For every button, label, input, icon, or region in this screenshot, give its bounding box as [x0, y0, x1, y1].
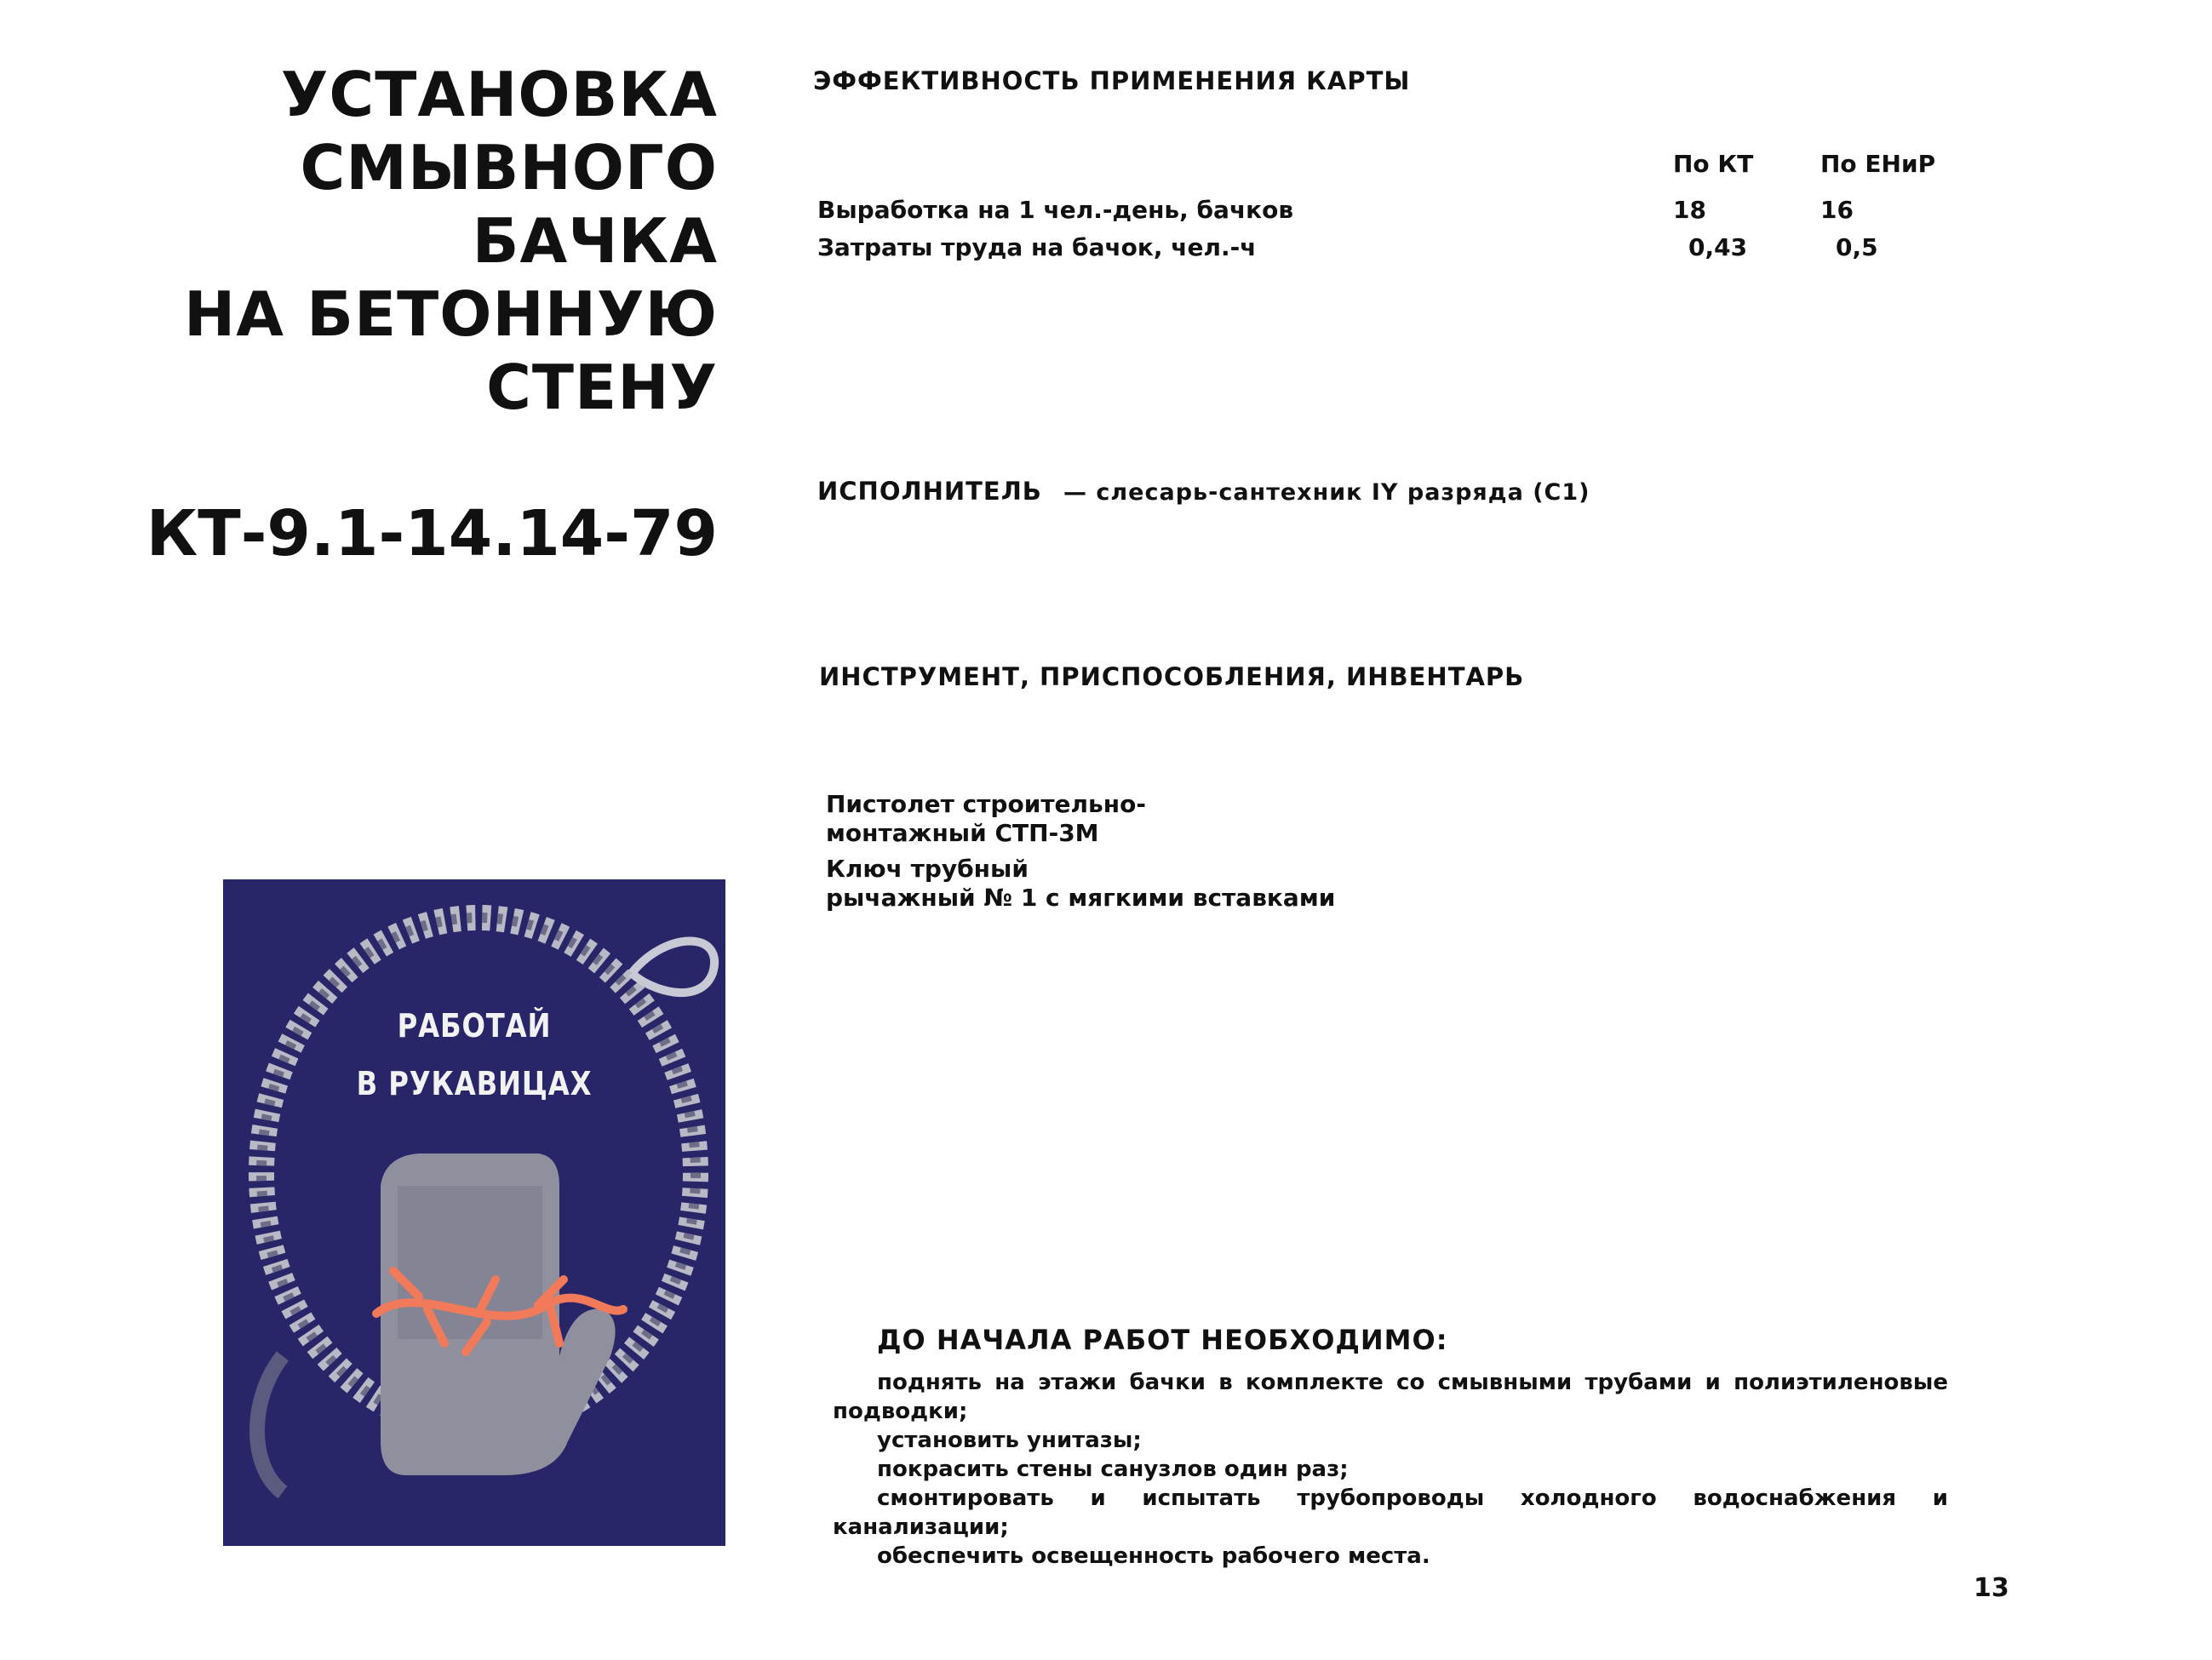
page-number: 13 — [1974, 1573, 2009, 1603]
list-item: Пистолет строительно- монтажный СТП-3М — [826, 790, 1146, 847]
row-value-kt: 0,43 — [1688, 232, 1748, 261]
efficiency-row-labor — [817, 228, 1972, 266]
poster-illustration — [223, 879, 725, 1546]
list-item: покрасить стены санузлов один раз; — [877, 1457, 1349, 1482]
title-line-1: УСТАНОВКА — [280, 59, 718, 130]
executor-text: — слесарь-сантехник IY разряда (С1) — [1063, 479, 1590, 506]
efficiency-table — [817, 145, 1972, 266]
row-label: Затраты труда на бачок, чел.-ч — [817, 232, 1257, 261]
row-value-enir: 0,5 — [1836, 232, 1878, 261]
row-value-kt: 18 — [1673, 195, 1706, 224]
before-work-section — [833, 1324, 1948, 1571]
tools-list — [826, 790, 1335, 919]
document-title — [184, 58, 718, 424]
list-item: Ключ трубный рычажный № 1 с мягкими вставками — [826, 855, 1336, 912]
title-line-5: СТЕНУ — [486, 352, 718, 423]
efficiency-row-output — [817, 191, 1972, 228]
safety-poster — [223, 879, 725, 1546]
title-line-2: СМЫВНОГО — [300, 132, 718, 203]
list-item: поднять на этажи бачки в комплекте со смывными трубами и полиэтиленовые подводки; — [833, 1370, 1948, 1424]
list-item: смонтировать и испытать трубопроводы холодного водоснабжения и канализации; — [833, 1485, 1948, 1540]
efficiency-heading: ЭФФЕКТИВНОСТЬ ПРИМЕНЕНИЯ КАРТЫ — [813, 66, 1411, 95]
col-header-enir: По ЕНиР — [1820, 149, 1936, 178]
executor-line — [817, 477, 1590, 506]
executor-heading: ИСПОЛНИТЕЛЬ — [817, 477, 1042, 506]
col-header-kt: По КТ — [1673, 149, 1754, 178]
tools-heading: ИНСТРУМЕНТ, ПРИСПОСОБЛЕНИЯ, ИНВЕНТАРЬ — [819, 662, 1525, 691]
list-item: обеспечить освещенность рабочего места. — [877, 1543, 1430, 1569]
row-value-enir: 16 — [1820, 195, 1854, 224]
list-item: установить унитазы; — [877, 1428, 1142, 1453]
efficiency-header-row — [817, 145, 1972, 182]
title-line-4: НА БЕТОННУЮ — [184, 278, 718, 350]
poster-text-line-1: РАБОТАЙ — [397, 1007, 552, 1045]
card-code: КТ-9.1-14.14-79 — [146, 497, 718, 570]
before-work-heading: ДО НАЧАЛА РАБОТ НЕОБХОДИМО: — [877, 1324, 1448, 1356]
row-label: Выработка на 1 чел.-день, бачков — [817, 195, 1294, 224]
title-line-3: БАЧКА — [472, 205, 718, 277]
poster-text-line-2: В РУКАВИЦАХ — [356, 1065, 593, 1102]
